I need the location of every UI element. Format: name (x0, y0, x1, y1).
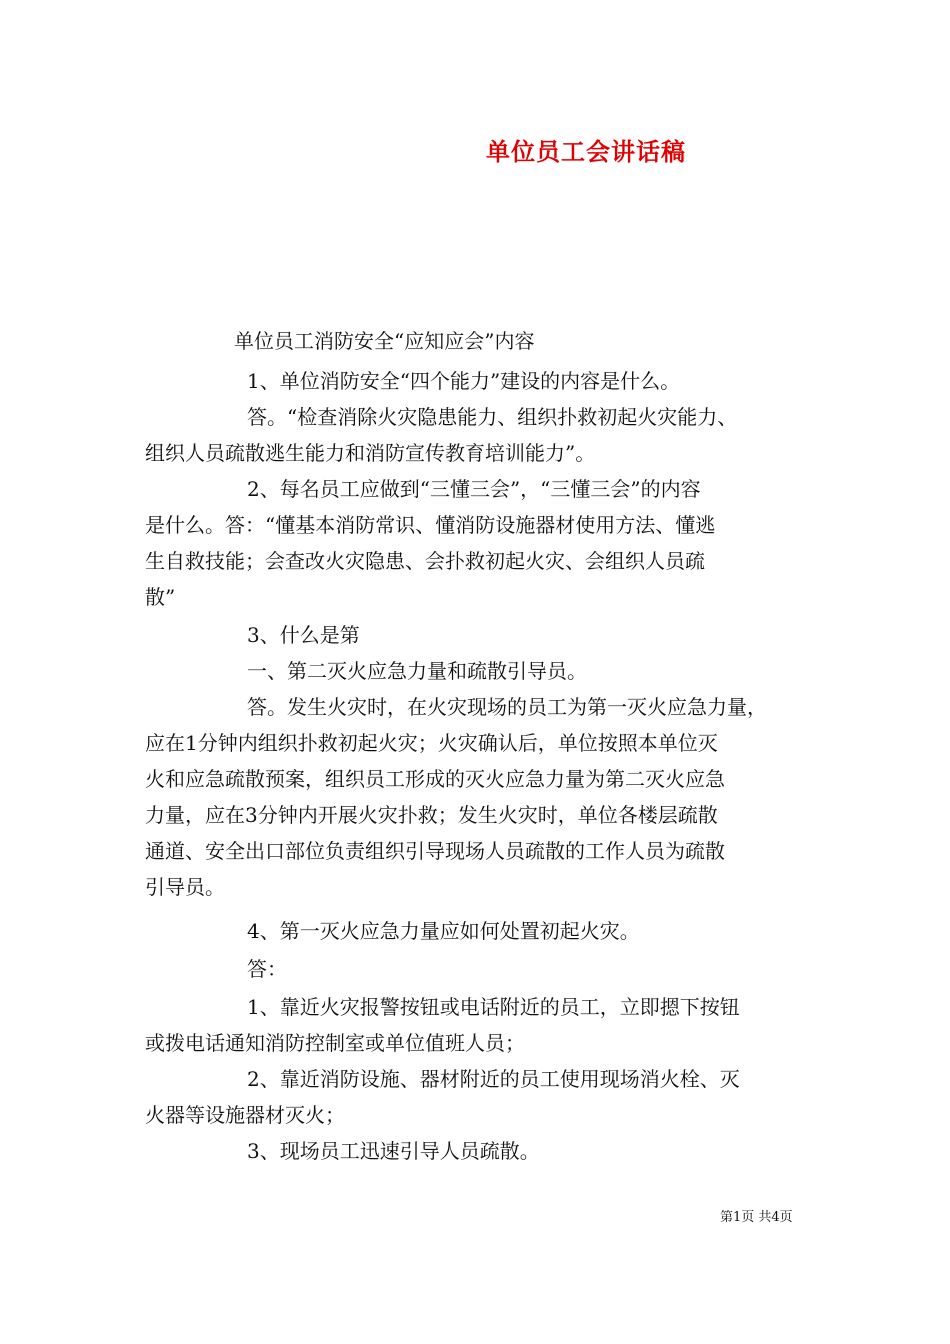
step-3: 3、现场员工迅速引导人员疏散。 (247, 1139, 540, 1163)
document-title: 单位员工会讲话稿 (486, 137, 686, 166)
step-2-line-1: 2、靠近消防设施、器材附近的员工使用现场消火栓、灭 (247, 1067, 740, 1091)
question-3-line-1: 3、什么是第 (247, 623, 360, 647)
answer-3-line-3: 火和应急疏散预案，组织员工形成的灭火应急力量为第二灭火应急 (145, 767, 725, 791)
answer-3-line-1: 答。发生火灾时，在火灾现场的员工为第一灭火应急力量， (247, 695, 767, 719)
question-2-line-2: 是什么。答：“懂基本消防常识、懂消防设施器材使用方法、懂逃 (145, 513, 716, 537)
step-2-line-2: 火器等设施器材灭火； (145, 1103, 345, 1127)
question-1: 1、单位消防安全“四个能力”建设的内容是什么。 (247, 369, 681, 393)
question-2-line-3: 生自救技能；会查改火灾隐患、会扑救初起火灾、会组织人员疏 (145, 549, 705, 573)
answer-3-line-5: 通道、安全出口部位负责组织引导现场人员疏散的工作人员为疏散 (145, 839, 725, 863)
answer-3-line-6: 引导员。 (145, 875, 225, 899)
step-1-line-2: 或拨电话通知消防控制室或单位值班人员； (145, 1031, 525, 1055)
answer-3-line-4: 力量，应在3分钟内开展火灾扑救；发生火灾时，单位各楼层疏散 (145, 803, 718, 827)
answer-1-line-1: 答。“检查消除火灾隐患能力、组织扑救初起火灾能力、 (247, 405, 738, 429)
answer-3-line-2: 应在1分钟内组织扑救初起火灾；火灾确认后，单位按照本单位灭 (145, 731, 718, 755)
question-2-line-1: 2、每名员工应做到“三懂三会”，“三懂三会”的内容 (247, 477, 701, 501)
page-number: 第1页 共4页 (720, 1210, 793, 1225)
section-heading: 单位员工消防安全“应知应会”内容 (234, 329, 535, 353)
answer-4-label: 答： (247, 957, 287, 981)
answer-1-line-2: 组织人员疏散逃生能力和消防宣传教育培训能力”。 (145, 441, 596, 465)
step-1-line-1: 1、靠近火灾报警按钮或电话附近的员工，立即摁下按钮 (247, 995, 740, 1019)
question-4: 4、第一灭火应急力量应如何处置初起火灾。 (247, 919, 640, 943)
question-3-line-2: 一、第二灭火应急力量和疏散引导员。 (247, 659, 587, 683)
question-2-line-4: 散” (145, 585, 176, 609)
